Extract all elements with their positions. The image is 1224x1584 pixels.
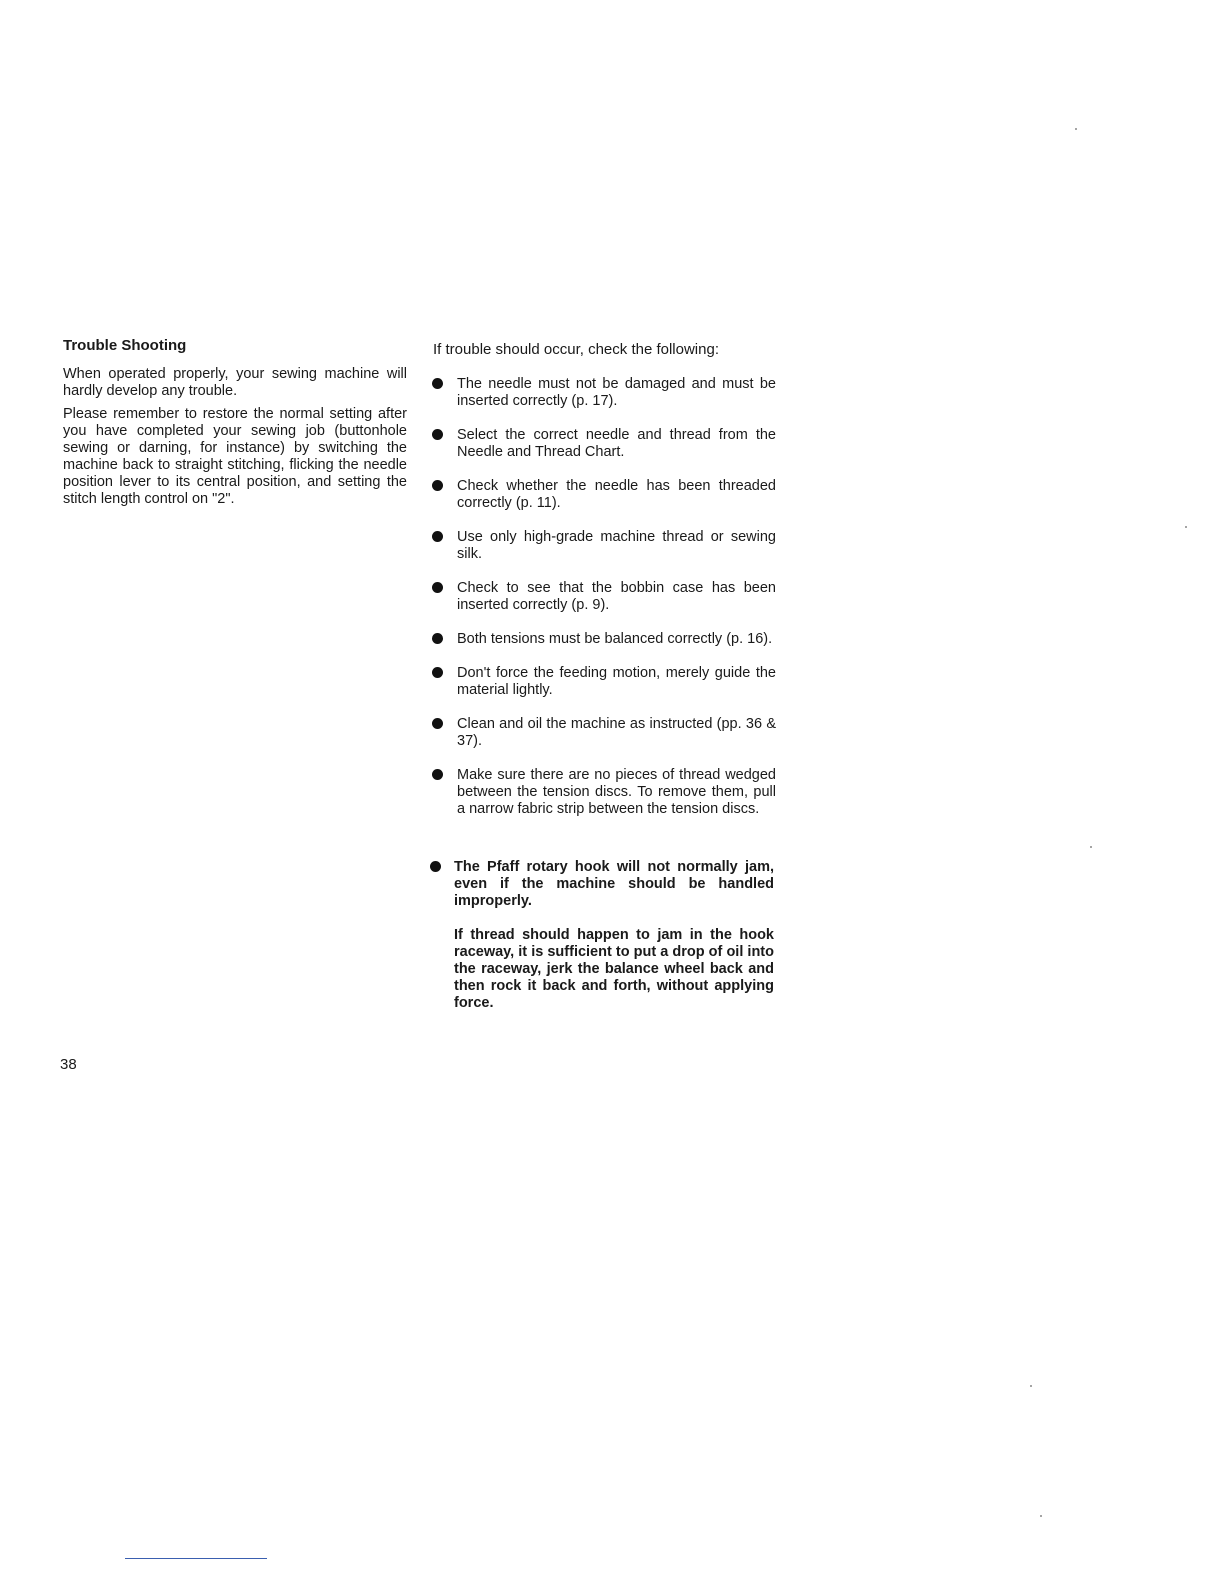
bullet-icon bbox=[432, 633, 443, 644]
list-item bbox=[430, 529, 776, 563]
list-item-text: Check to see that the bobbin case has been inserted correctly (p. 9). bbox=[457, 580, 776, 613]
list-item-text: Check whether the needle has been threaded correctly (p. 11). bbox=[457, 478, 776, 511]
bullet-icon bbox=[432, 429, 443, 440]
bullet-icon bbox=[432, 769, 443, 780]
intro-paragraph: When operated properly, your sewing machine will hardly develop any trouble. bbox=[63, 366, 407, 399]
list-item-text: Make sure there are no pieces of thread wedged between the tension discs. To remove them, pull a narrow fabric strip between the tension discs. bbox=[457, 767, 776, 817]
bullet-icon bbox=[432, 480, 443, 491]
bullet-icon bbox=[432, 378, 443, 389]
scan-speck bbox=[1090, 846, 1092, 848]
bullet-icon bbox=[430, 861, 441, 872]
page-number: 38 bbox=[60, 1056, 77, 1073]
list-item-text: The needle must not be damaged and must be inserted correctly (p. 17). bbox=[457, 376, 776, 409]
list-item-text: Don't force the feeding motion, merely guide the material lightly. bbox=[457, 665, 776, 698]
list-item bbox=[430, 376, 776, 410]
footer-rule bbox=[125, 1558, 267, 1559]
rotary-hook-note-text: The Pfaff rotary hook will not normally jam, even if the machine should be handled improperly. bbox=[454, 859, 774, 909]
list-item-text: Both tensions must be balanced correctly (p. 16). bbox=[457, 631, 773, 647]
checklist bbox=[430, 376, 776, 818]
bullet-icon bbox=[432, 718, 443, 729]
thread-jam-note-text: If thread should happen to jam in the hook raceway, it is sufficient to put a drop of oil into the raceway, jerk the balance wheel back and then rock it back and forth, without applying force. bbox=[454, 927, 774, 1011]
list-item bbox=[430, 767, 776, 818]
bullet-icon bbox=[432, 667, 443, 678]
scan-speck bbox=[1185, 526, 1187, 528]
scan-speck bbox=[1075, 128, 1077, 130]
list-item bbox=[430, 631, 776, 648]
checklist-intro: If trouble should occur, check the following: bbox=[433, 341, 719, 358]
scan-speck bbox=[1030, 1385, 1032, 1387]
list-item-text: Clean and oil the machine as instructed (pp. 36 & 37). bbox=[457, 716, 776, 749]
bullet-icon bbox=[432, 531, 443, 542]
list-item bbox=[430, 580, 776, 614]
list-item-text: Select the correct needle and thread from the Needle and Thread Chart. bbox=[457, 427, 776, 460]
list-item-text: Use only high-grade machine thread or sewing silk. bbox=[457, 529, 776, 562]
list-item bbox=[430, 665, 776, 699]
section-title: Trouble Shooting bbox=[63, 337, 187, 354]
list-item bbox=[430, 478, 776, 512]
scan-speck bbox=[1040, 1515, 1042, 1517]
list-item bbox=[430, 427, 776, 461]
reset-settings-paragraph: Please remember to restore the normal setting after you have completed your sewing job (buttonhole sewing or darning, for instance) by switching the machine back to straight stitching, flicking the needle position lever to its central position, and setting the stitch length control on "2". bbox=[63, 406, 407, 507]
bullet-icon bbox=[432, 582, 443, 593]
list-item bbox=[430, 716, 776, 750]
rotary-hook-note bbox=[430, 859, 774, 1012]
right-column bbox=[430, 340, 776, 1029]
left-column bbox=[63, 336, 407, 514]
